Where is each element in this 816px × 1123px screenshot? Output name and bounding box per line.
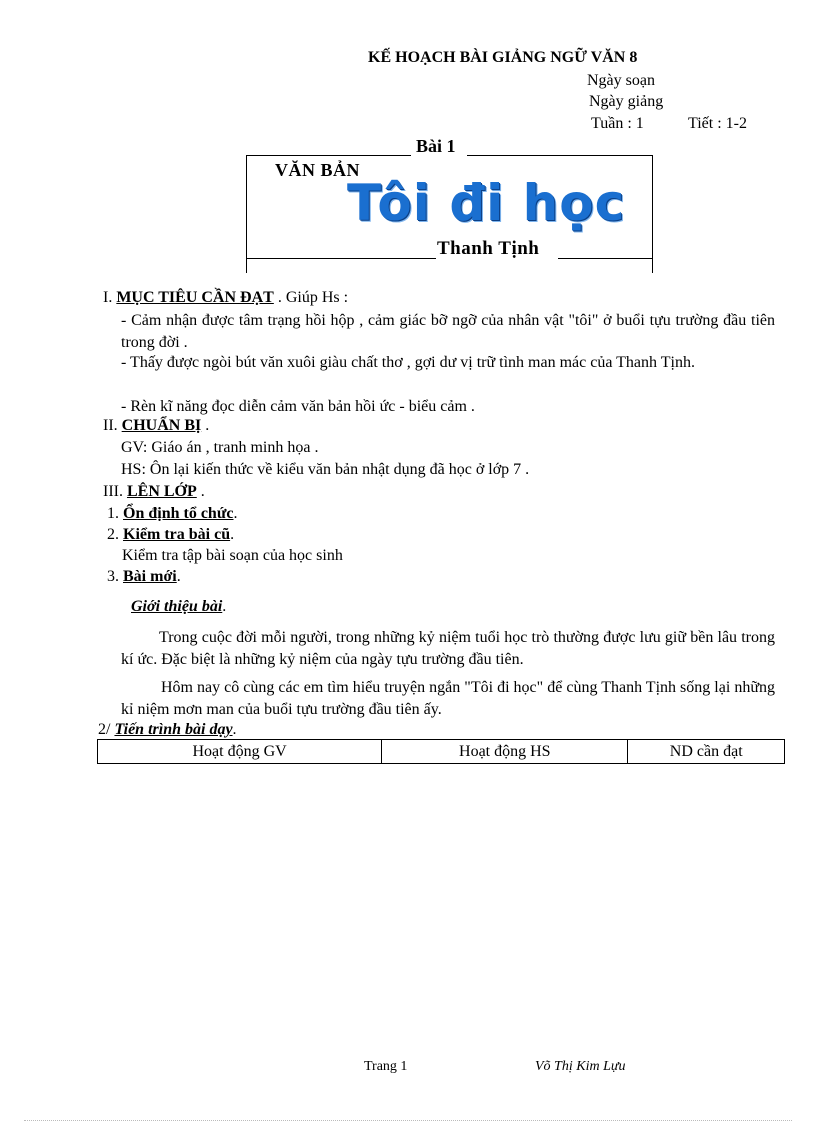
- process-heading-text: Tiến trình bài dạy: [114, 721, 233, 738]
- step-new-lesson: [107, 568, 181, 586]
- step-class-organization: [107, 505, 238, 523]
- footer-author: Võ Thị Kim Lựu: [535, 1059, 626, 1074]
- intro-heading-text: Giới thiệu bài: [131, 598, 223, 615]
- objective-item: - Thấy được ngòi bút văn xuôi giàu chất thơ , gợi dư vị trữ tình man mác của Thanh Tịnh.: [121, 354, 695, 371]
- section-suffix: . Giúp Hs :: [277, 289, 349, 306]
- column-header: Hoạt động GV: [98, 740, 382, 764]
- step-number: 2.: [107, 526, 119, 543]
- section-preparation: [103, 417, 209, 435]
- period-label: Tiết : 1-2: [688, 115, 747, 132]
- table-header-row: [98, 740, 785, 764]
- page-bottom-divider: [24, 1120, 792, 1121]
- lesson-number: Bài 1: [416, 136, 456, 156]
- introduction-heading: [131, 598, 226, 616]
- student-preparation: HS: Ôn lại kiến thức về kiểu văn bản nhật dụng đã học ở lớp 7 .: [121, 461, 530, 478]
- column-header: Hoạt động HS: [382, 740, 628, 764]
- step-dot: .: [176, 568, 181, 585]
- lesson-title-wordart: Tôi đi học: [347, 174, 626, 232]
- section-class-steps: [103, 483, 205, 501]
- objective-item: - Cảm nhận được tâm trạng hồi hộp , cảm giác bỡ ngỡ của nhân vật "tôi" ở buổi tựu trường đầu tiên trong đời .: [121, 312, 775, 351]
- genre-label: VĂN BẢN: [275, 160, 361, 180]
- step-number: 1.: [107, 505, 119, 522]
- preparation-date-label: Ngày soạn: [587, 72, 655, 89]
- step-heading: Bài mới: [123, 568, 177, 585]
- section-heading: MỤC TIÊU CẦN ĐẠT: [116, 289, 274, 306]
- teacher-preparation: GV: Giáo án , tranh minh họa .: [121, 439, 319, 456]
- step-heading: Ổn định tổ chức: [123, 505, 234, 522]
- process-heading: [98, 721, 237, 739]
- page-number: Trang 1: [364, 1059, 408, 1074]
- step-dot: .: [230, 526, 235, 543]
- section-heading: CHUẨN BỊ: [121, 417, 202, 434]
- intro-dot: .: [222, 598, 227, 615]
- section-objectives: [103, 289, 348, 307]
- lesson-activity-table: [97, 739, 785, 764]
- process-dot: .: [232, 721, 237, 738]
- week-label: Tuần : 1: [591, 115, 644, 132]
- step-number: 3.: [107, 568, 119, 585]
- intro-paragraph: Trong cuộc đời mỗi người, trong những kỷ niệm tuổi học trò thường được lưu giữ bền lâu trong kí ức. Đặc biệt là những kỷ niệm của ngày tựu trường đầu tiên.: [121, 629, 775, 668]
- objective-item: - Rèn kĩ năng đọc diễn cảm văn bản hồi ức - biểu cảm .: [121, 398, 475, 415]
- document-title: KẾ HOẠCH BÀI GIẢNG NGỮ VĂN 8: [368, 49, 638, 66]
- intro-paragraph: Hôm nay cô cùng các em tìm hiểu truyện ngắn "Tôi đi học" để cùng Thanh Tịnh sống lại những kỉ niệm mơn man của buổi tựu trường đầu tiên ấy.: [121, 679, 775, 718]
- step-review: [107, 526, 234, 544]
- step-dot: .: [233, 505, 238, 522]
- section-number: III.: [103, 483, 123, 500]
- section-heading: LÊN LỚP: [126, 483, 197, 500]
- column-header: ND cần đạt: [628, 740, 785, 764]
- process-number: 2/: [98, 721, 111, 738]
- step-heading: Kiểm tra bài cũ: [123, 526, 231, 543]
- section-suffix: .: [200, 483, 205, 500]
- section-number: II.: [103, 417, 118, 434]
- section-suffix: .: [205, 417, 210, 434]
- author-name: Thanh Tịnh: [437, 238, 540, 259]
- review-text: Kiểm tra tập bài soạn của học sinh: [122, 547, 343, 564]
- section-number: I.: [103, 289, 113, 306]
- teaching-date-label: Ngày giảng: [589, 93, 664, 110]
